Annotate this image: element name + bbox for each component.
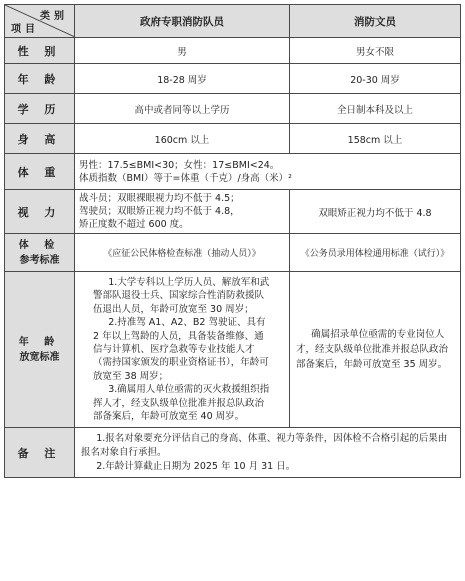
vision-clerk: 双眼矫正视力均不低于 4.8 (290, 190, 461, 234)
education-firefighter: 高中或者同等以上学历 (75, 94, 290, 124)
relax-firefighter (75, 272, 290, 428)
item-label: 项目 (11, 24, 39, 35)
relax-clerk-text: 确属招录单位亟需的专业岗位人才，经支队级单位批准并报总队政治部备案后，年龄可放宽至 35 周岁。 (296, 329, 449, 371)
vision-firefighter (75, 190, 290, 234)
row-label-vision: 视 力 (5, 190, 75, 234)
row-label-age: 年 龄 (5, 64, 75, 94)
relax-label-line2: 放宽标准 (19, 351, 60, 363)
row-gender (5, 38, 461, 64)
relax-paragraph: 2.持准驾 A1、A2、B2 驾驶证、具有 2 年以上驾龄的人员，具备装备维修、通信与计算机、医疗急救等专业技能人才（需持国家颁发的职业资格证书），年龄可放宽至 38 周岁； (93, 317, 269, 382)
remarks-content (75, 428, 461, 478)
bmi-range: 男性：17.5≤BMI<30；女性：17≤BMI<24。 (79, 159, 280, 171)
row-education (5, 94, 461, 124)
row-age-relax (5, 272, 461, 428)
vision-line: 矫正度数不超过 600 度。 (79, 219, 189, 230)
relax-clerk (290, 272, 461, 428)
row-physical-exam (5, 234, 461, 272)
physical-label-line1: 体 检 (18, 239, 61, 251)
row-label-gender: 性 别 (5, 38, 75, 64)
requirements-table (4, 4, 461, 478)
column-header-clerk: 消防文员 (290, 5, 461, 38)
gender-firefighter: 男 (75, 38, 290, 64)
header-row (5, 5, 461, 38)
row-label-height: 身 高 (5, 124, 75, 154)
age-firefighter: 18-28 周岁 (75, 64, 290, 94)
gender-clerk: 男女不限 (290, 38, 461, 64)
relax-label-line1: 年 龄 (18, 336, 61, 348)
vision-line: 驾驶员；双眼矫正视力均不低于 4.8， (79, 206, 240, 217)
age-clerk: 20-30 周岁 (290, 64, 461, 94)
bmi-formula: 体质指数（BMI）等于=体重（千克）/身高（米）² (79, 172, 292, 184)
category-label: 类别 (40, 11, 68, 22)
row-vision (5, 190, 461, 234)
weight-requirement (75, 154, 461, 190)
row-height (5, 124, 461, 154)
relax-paragraph: 1.大学专科以上学历人员、解放军和武警部队退役士兵、国家综合性消防救援队伍退出人员，年龄可放宽至 30 周岁； (93, 277, 270, 315)
height-firefighter: 160cm 以上 (75, 124, 290, 154)
row-label-education: 学 历 (5, 94, 75, 124)
vision-line: 战斗员；双眼裸眼视力均不低于 4.5； (79, 193, 240, 204)
physical-clerk: 《公务员录用体检通用标准（试行）》 (290, 234, 461, 272)
relax-paragraph: 3.确属用人单位亟需的灭火救援组织指挥人才，经支队级单位批准并报总队政治部备案后，年龄可放宽至 40 周岁。 (93, 384, 270, 423)
row-label-remarks: 备 注 (5, 428, 75, 478)
remark-line: 2.年龄计算截止日期为 2025 年 10 月 31 日。 (96, 460, 296, 472)
row-label-weight: 体 重 (5, 154, 75, 190)
row-age (5, 64, 461, 94)
physical-label-line2: 参考标准 (19, 254, 60, 266)
physical-firefighter: 《应征公民体格检查标准（抽动人员）》 (75, 234, 290, 272)
row-weight (5, 154, 461, 190)
row-label-age-relax (5, 272, 75, 428)
remark-line: 1.报名对象要充分评估自己的身高、体重、视力等条件，因体检不合格引起的后果由报名对象自行承担。 (81, 432, 448, 458)
column-header-firefighter: 政府专职消防队员 (75, 5, 290, 38)
row-label-physical-exam (5, 234, 75, 272)
row-remarks (5, 428, 461, 478)
height-clerk: 158cm 以上 (290, 124, 461, 154)
education-clerk: 全日制本科及以上 (290, 94, 461, 124)
diagonal-header-cell (5, 5, 75, 38)
